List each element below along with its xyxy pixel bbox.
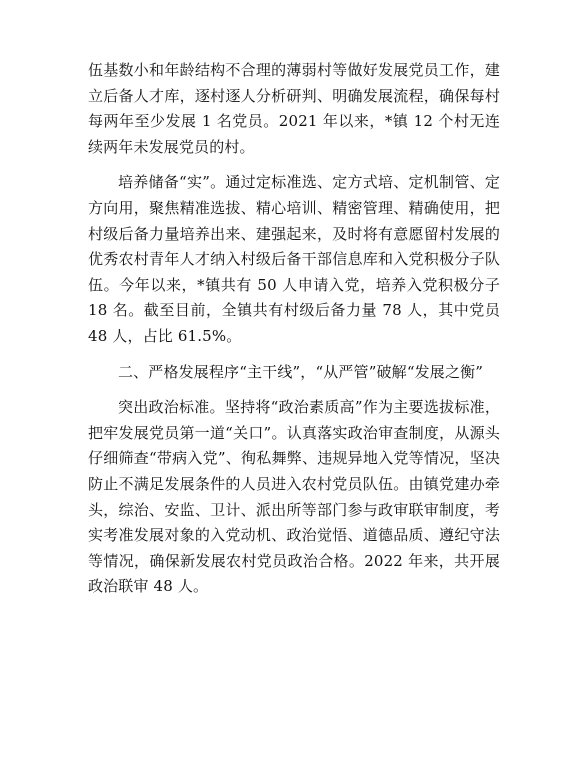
document-body (88, 58, 500, 600)
paragraph-continuation: 伍基数小和年龄结构不合理的薄弱村等做好发展党员工作，建立后备人才库，逐村逐人分析研判、明确发展流程，确保每村每两年至少发展 1 名党员。2021 年以来，*镇 12 个村无连续两年未发展党员的村。 (88, 61, 500, 156)
section-heading: 二、严格发展程序“主干线”，“从严管”破解“发展之衡” (118, 362, 484, 381)
paragraph-training-reserve: 培养储备“实”。通过定标准选、定方式培、定机制管、定方向用，聚焦精准选拔、精心培训、精密管理、精确使用，把村级后备力量培养出来、建强起来，及时将有意愿留村发展的优秀农村青年人才纳入村级后备干部信息库和入党积极分子队伍。今年以来，*镇共有 50 人申请入党，培养入党积极分子 18 名。截至目前，全镇共有村级后备力量 78 人，其中党员 48 人，占比 61.5%。 (88, 173, 500, 345)
paragraph-political-standard: 突出政治标准。坚持将“政治素质高”作为主要选拔标准，把牢发展党员第一道“关口”。认真落实政治审查制度，从源头仔细筛查“带病入党”、徇私舞弊、违规异地入党等情况，坚决防止不满足发展条件的人员进入农村党员队伍。由镇党建办牵头，综治、安监、卫计、派出所等部门参与政审联审制度，考实考准发展对象的入党动机、政治觉悟、道德品质、遵纪守法等情况，确保新发展农村党员政治合格。2022 年来，共开展政治联审 48 人。 (88, 398, 500, 596)
